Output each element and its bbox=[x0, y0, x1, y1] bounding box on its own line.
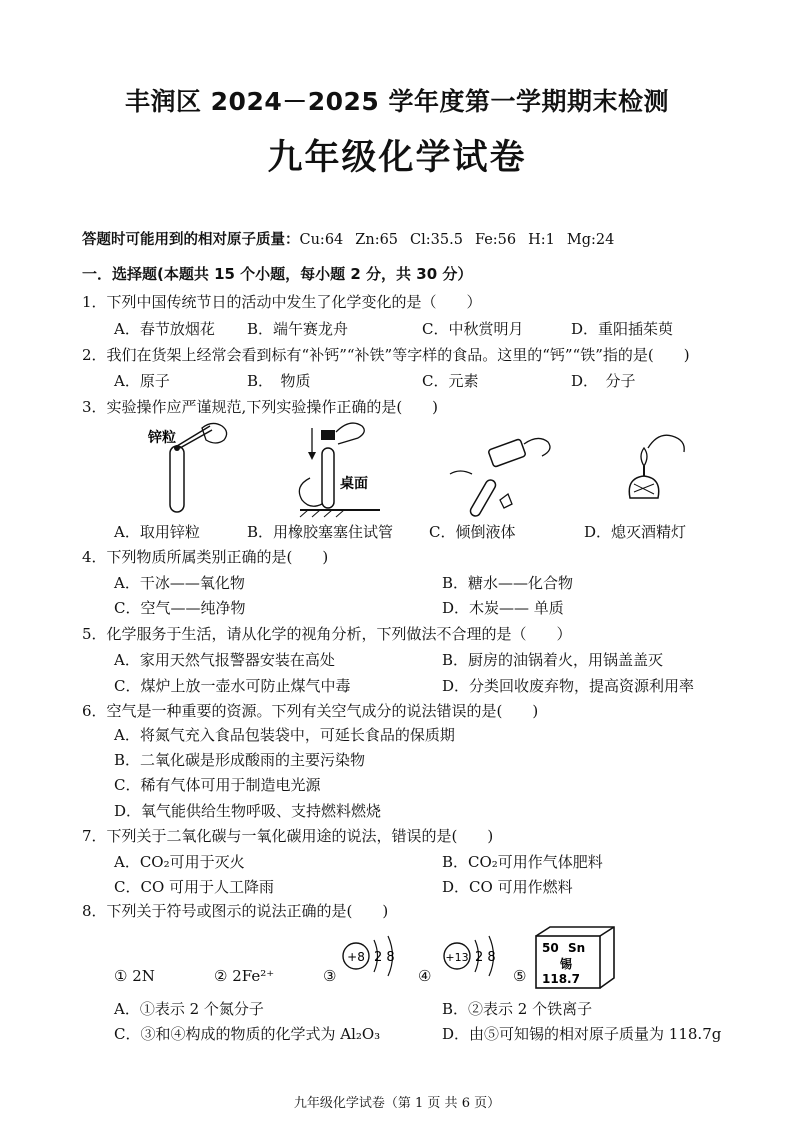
atomic-mass-value: Zn:65 bbox=[355, 232, 399, 248]
figure-b-rubber-stopper bbox=[299, 423, 380, 517]
question-stem: 8．下列关于符号或图示的说法正确的是( ) bbox=[82, 902, 389, 920]
question-stem: 2．我们在货架上经常会看到标有“补钙”“补铁”等字样的食品。这里的“钙”“铁”指的是( ) bbox=[82, 346, 690, 364]
question-stem: 6．空气是一种重要的资源。下列有关空气成分的说法错误的是( ) bbox=[82, 702, 539, 720]
page-footer: 九年级化学试卷（第 1 页 共 6 页） bbox=[293, 1096, 501, 1111]
element-card-tin bbox=[536, 927, 614, 988]
question-stem: 1．下列中国传统节日的活动中发生了化学变化的是（ ） bbox=[82, 293, 482, 311]
atomic-mass-value: Fe:56 bbox=[474, 232, 517, 248]
zinc-label: 锌粒 bbox=[148, 430, 176, 446]
option-c: C．倾倒液体 bbox=[429, 523, 516, 541]
option-b: B．二氧化碳是形成酸雨的主要污染物 bbox=[114, 751, 366, 769]
option-a: A．原子 bbox=[114, 372, 170, 390]
figure-c-pouring-liquid bbox=[450, 438, 550, 517]
nucleus-charge: +8 bbox=[347, 950, 365, 964]
page-subtitle: 九年级化学试卷 bbox=[267, 138, 527, 178]
page-title: 丰润区 2024－2025 学年度第一学期期末检测 bbox=[124, 87, 670, 116]
option-c: C．③和④构成的物质的化学式为 Al₂O₃ bbox=[114, 1025, 381, 1043]
option-d: D．CO 可用作燃料 bbox=[442, 878, 573, 896]
symbol-2: ② 2Fe²⁺ bbox=[214, 967, 275, 985]
option-d: D．熄灭酒精灯 bbox=[584, 523, 687, 541]
atomic-mass-label: 答题时可能用到的相对原子质量： bbox=[82, 232, 300, 248]
option-b: B．CO₂可用作气体肥料 bbox=[442, 853, 603, 871]
option-b: B．厨房的油锅着火，用锅盖盖灭 bbox=[442, 651, 664, 669]
atomic-mass-value: H:1 bbox=[528, 232, 555, 248]
option-a: A．家用天然气报警器安装在高处 bbox=[114, 651, 335, 669]
atom-structure-4 bbox=[444, 936, 496, 976]
option-c: C．元素 bbox=[422, 372, 479, 390]
option-c: C．稀有气体可用于制造电光源 bbox=[114, 776, 321, 794]
element-name: 锡 bbox=[560, 957, 573, 971]
option-d: D．氧气能供给生物呼吸、支持燃料燃烧 bbox=[114, 802, 382, 820]
option-b: B． 物质 bbox=[247, 372, 311, 390]
option-a: A．CO₂可用于灭火 bbox=[114, 853, 245, 871]
symbol-3: ③ bbox=[323, 967, 337, 985]
lab-figures bbox=[140, 418, 740, 518]
atomic-mass-line bbox=[82, 228, 614, 249]
electron-shells: 2 8 bbox=[475, 950, 496, 965]
option-a: A．取用锌粒 bbox=[114, 523, 200, 541]
option-a: A．①表示 2 个氮分子 bbox=[114, 1000, 264, 1018]
option-b: B．端午赛龙舟 bbox=[247, 320, 349, 338]
option-c: C．空气——纯净物 bbox=[114, 599, 246, 617]
electron-shells: 2 8 bbox=[374, 950, 395, 965]
question-stem: 4．下列物质所属类别正确的是( ) bbox=[82, 548, 329, 566]
atomic-mass: 118.7 bbox=[542, 972, 580, 986]
section-heading: 一．选择题(本题共 15 个小题，每小题 2 分，共 30 分） bbox=[82, 265, 473, 283]
option-c: C．CO 可用于人工降雨 bbox=[114, 878, 275, 896]
question-stem: 3．实验操作应严谨规范,下列实验操作正确的是( ) bbox=[82, 398, 439, 416]
table-label: 桌面 bbox=[340, 476, 368, 492]
question-stem: 5．化学服务于生活，请从化学的视角分析，下列做法不合理的是（ ） bbox=[82, 625, 572, 643]
symbol-4: ④ bbox=[418, 967, 432, 985]
option-d: D．木炭—— 单质 bbox=[442, 599, 564, 617]
option-a: A．将氮气充入食品包装袋中，可延长食品的保质期 bbox=[114, 726, 455, 744]
element-symbol: Sn bbox=[568, 941, 586, 955]
option-c: C．煤炉上放一壶水可防止煤气中毒 bbox=[114, 677, 351, 695]
option-d: D．重阳插茱萸 bbox=[571, 320, 674, 338]
option-b: B．糖水——化合物 bbox=[442, 574, 574, 592]
atomic-mass-value: Cl:35.5 bbox=[410, 232, 463, 248]
option-b: B．用橡胶塞塞住试管 bbox=[247, 523, 394, 541]
atomic-number: 50 bbox=[542, 941, 559, 955]
option-a: A．干冰——氧化物 bbox=[114, 574, 245, 592]
option-d: D． 分子 bbox=[571, 372, 636, 390]
option-d: D．分类回收废弃物，提高资源利用率 bbox=[442, 677, 695, 695]
atom-structure-3 bbox=[343, 936, 395, 976]
question-stem: 7．下列关于二氧化碳与一氧化碳用途的说法，错误的是( ) bbox=[82, 827, 494, 845]
atomic-mass-value: Mg:24 bbox=[566, 232, 615, 248]
option-c: C．中秋赏明月 bbox=[422, 320, 524, 338]
figure-a-zinc-granule bbox=[147, 423, 227, 512]
symbol-1: ① 2N bbox=[114, 967, 155, 985]
option-a: A．春节放烟花 bbox=[114, 320, 215, 338]
option-d: D．由⑤可知锡的相对原子质量为 118.7g bbox=[442, 1025, 722, 1043]
figure-d-alcohol-lamp bbox=[629, 435, 684, 498]
atomic-mass-value: Cu:64 bbox=[299, 232, 344, 248]
nucleus-charge: +13 bbox=[445, 951, 469, 964]
symbol-5: ⑤ bbox=[513, 967, 527, 985]
q8-diagrams bbox=[340, 926, 640, 992]
option-b: B．②表示 2 个铁离子 bbox=[442, 1000, 593, 1018]
